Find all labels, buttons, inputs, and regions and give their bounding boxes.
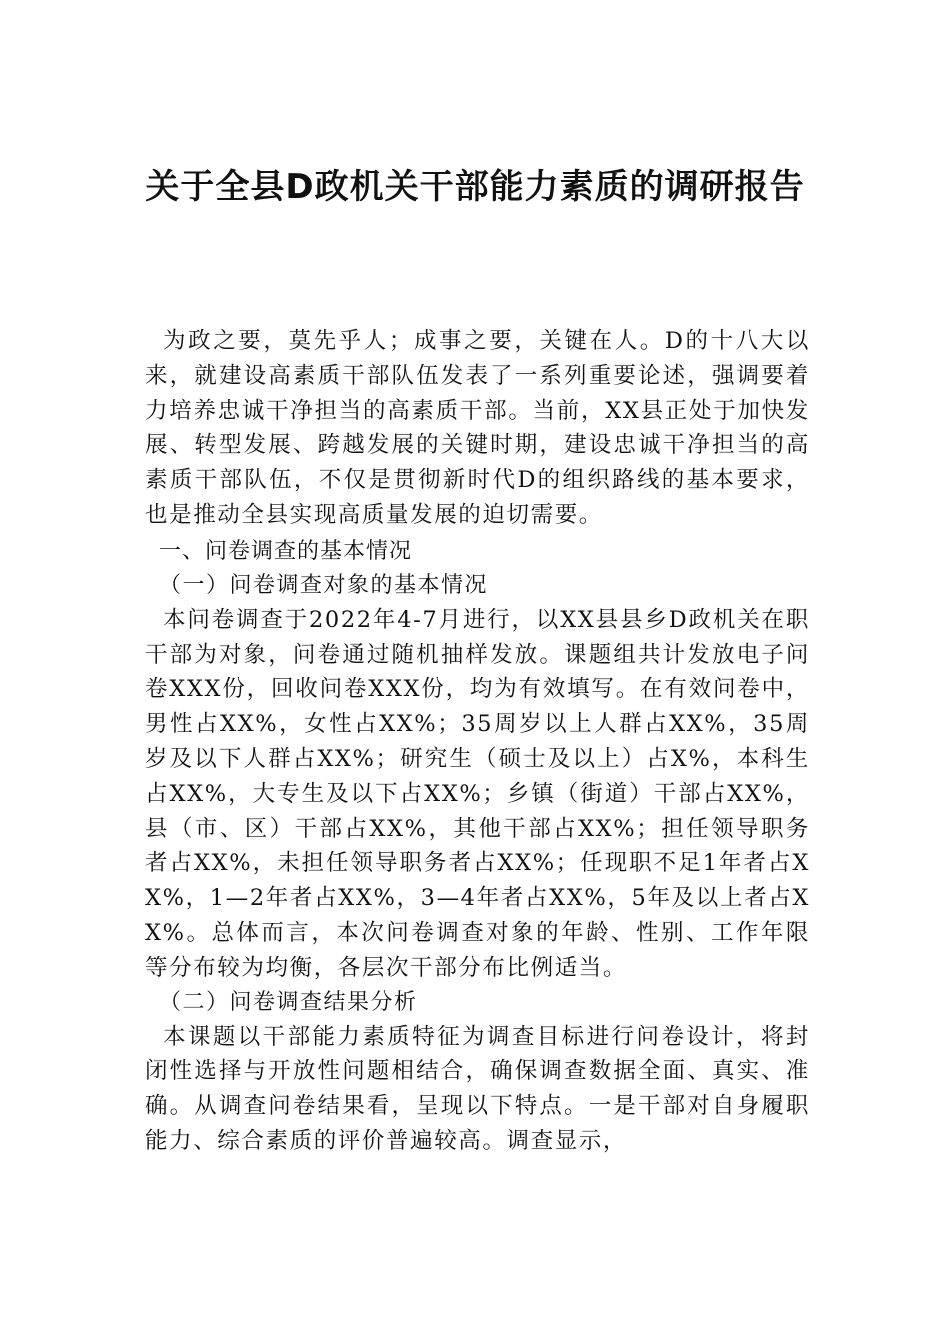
subsection-1-paragraph: 本问卷调查于2022年4-7月进行，以XX县县乡D政机关在职干部为对象，问卷通过随机抽样发放。课题组共计发放电子问卷XXX份，回收问卷XXX份，均为有效填写。在有效问卷中，男性占XX%，女性占XX%；35周岁以上人群占XX%，35周岁及以下人群占XX%；研究生（硕士及以上）占X%，本科生占XX%，大专生及以下占XX%；乡镇（街道）干部占XX%，县（市、区）干部占XX%，其他干部占XX%；担任领导职务者占XX%，未担任领导职务者占XX%；任现职不足1年者占XX%，1—2年者占XX%，3—4年者占XX%，5年及以上者占XX%。总体而言，本次问卷调查对象的年龄、性别、工作年限等分布较为均衡，各层次干部分布比例适当。 bbox=[145, 606, 810, 981]
document-body bbox=[145, 324, 810, 1159]
document-title: 关于全县D政机关干部能力素质的调研报告 bbox=[145, 167, 805, 207]
subsection-2-paragraph: 本课题以干部能力素质特征为调查目标进行问卷设计，将封闭性选择与开放性问题相结合，确保调查数据全面、真实、准确。从调查问卷结果看，呈现以下特点。一是干部对自身履职能力、综合素质的评价普遍较高。调查显示， bbox=[145, 1023, 810, 1154]
subsection-heading-1: （一）问卷调查对象的基本情况 bbox=[159, 572, 489, 598]
subsection-heading-2: （二）问卷调查结果分析 bbox=[159, 989, 418, 1015]
section-heading-1: 一、问卷调查的基本情况 bbox=[159, 538, 413, 564]
intro-paragraph: 为政之要，莫先乎人；成事之要，关键在人。D的十八大以来，就建设高素质干部队伍发表了一系列重要论述，强调要着力培养忠诚干净担当的高素质干部。当前，XX县正处于加快发展、转型发展、跨越发展的关键时期，建设忠诚干净担当的高素质干部队伍，不仅是贯彻新时代D的组织路线的基本要求，也是推动全县实现高质量发展的迫切需要。 bbox=[145, 328, 810, 528]
